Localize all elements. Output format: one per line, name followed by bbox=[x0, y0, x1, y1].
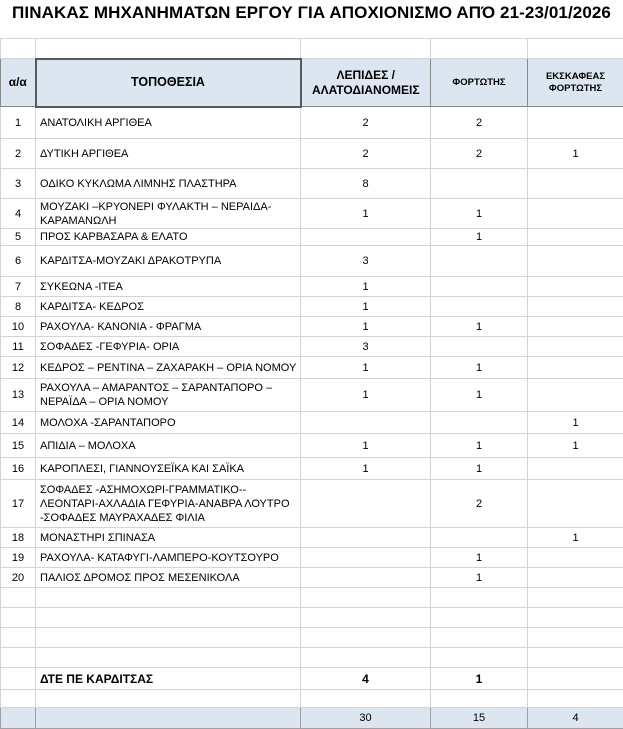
row-lepides: 1 bbox=[301, 317, 431, 337]
row-location: ΑΝΑΤΟΛΙΚΗ ΑΡΓΙΘΕΑ bbox=[36, 107, 301, 139]
table-row bbox=[1, 528, 623, 548]
row-lepides bbox=[301, 528, 431, 548]
table-row bbox=[1, 169, 623, 199]
row-location: ΡΑΧΟΥΛΑ- ΚΑΤΑΦΥΓΙ-ΛΑΜΠΕΡΟ-ΚΟΥΤΣΟΥΡΟ bbox=[36, 548, 301, 568]
row-ekskafeas bbox=[528, 297, 623, 317]
row-lepides: 1 bbox=[301, 379, 431, 412]
empty-cell bbox=[431, 628, 528, 648]
row-lepides: 1 bbox=[301, 434, 431, 458]
empty-cell bbox=[301, 628, 431, 648]
table-row bbox=[1, 548, 623, 568]
empty-cell bbox=[1, 588, 36, 608]
table-row bbox=[1, 246, 623, 277]
empty-cell bbox=[301, 608, 431, 628]
row-lepides: 1 bbox=[301, 357, 431, 379]
dte-label: ΔΤΕ ΠΕ ΚΑΡΔΙΤΣΑΣ bbox=[36, 668, 301, 690]
row-ekskafeas bbox=[528, 246, 623, 277]
row-location: ΠΡΟΣ ΚΑΡΒΑΣΑΡΑ & ΕΛΑΤΟ bbox=[36, 229, 301, 246]
spacer-row bbox=[1, 39, 623, 59]
row-location: ΑΠΙΔΙΑ – ΜΟΛΟΧΑ bbox=[36, 434, 301, 458]
row-number: 18 bbox=[1, 528, 36, 548]
table-row bbox=[1, 337, 623, 357]
row-number: 14 bbox=[1, 412, 36, 434]
row-lepides bbox=[301, 548, 431, 568]
row-fortotis bbox=[431, 337, 528, 357]
row-location: ΚΑΡΟΠΛΕΣΙ, ΓΙΑΝΝΟΥΣΕΪΚΑ ΚΑΙ ΣΑΪΚΑ bbox=[36, 458, 301, 480]
row-fortotis: 1 bbox=[431, 379, 528, 412]
row-ekskafeas bbox=[528, 548, 623, 568]
row-number: 1 bbox=[1, 107, 36, 139]
row-number: 7 bbox=[1, 277, 36, 297]
row-location: ΚΑΡΔΙΤΣΑ-ΜΟΥΖΑΚΙ ΔΡΑΚΟΤΡΥΠΑ bbox=[36, 246, 301, 277]
row-ekskafeas bbox=[528, 379, 623, 412]
row-number: 16 bbox=[1, 458, 36, 480]
row-location: ΡΑΧΟΥΛΑ – ΑΜΑΡΑΝΤΟΣ – ΣΑΡΑΝΤΑΠΟΡΟ – ΝΕΡΑΪΔΑ – ΟΡΙΑ ΝΟΜΟΥ bbox=[36, 379, 301, 412]
row-location: ΣΟΦΑΔΕΣ -ΓΕΦΥΡΙΑ- ΟΡΙΑ bbox=[36, 337, 301, 357]
empty-cell bbox=[1, 608, 36, 628]
empty-cell bbox=[528, 588, 623, 608]
row-lepides: 1 bbox=[301, 277, 431, 297]
empty-row bbox=[1, 628, 623, 648]
table-row bbox=[1, 297, 623, 317]
row-location: ΟΔΙΚΟ ΚΥΚΛΩΜΑ ΛΙΜΝΗΣ ΠΛΑΣΤΗΡΑ bbox=[36, 169, 301, 199]
row-fortotis bbox=[431, 246, 528, 277]
row-fortotis: 1 bbox=[431, 317, 528, 337]
header-lepides: ΛΕΠΙΔΕΣ /ΑΛΑΤΟΔΙΑΝΟΜΕΙΣ bbox=[301, 59, 431, 107]
total-fortotis: 15 bbox=[431, 708, 528, 729]
totals-row bbox=[1, 708, 623, 729]
row-fortotis: 1 bbox=[431, 568, 528, 588]
header-aa: α/α bbox=[1, 59, 36, 107]
row-number: 2 bbox=[1, 139, 36, 169]
table-row bbox=[1, 229, 623, 246]
row-fortotis: 1 bbox=[431, 357, 528, 379]
row-ekskafeas: 1 bbox=[528, 434, 623, 458]
table-row bbox=[1, 357, 623, 379]
empty-cell bbox=[431, 690, 528, 708]
row-number: 4 bbox=[1, 199, 36, 229]
dte-fortotis: 1 bbox=[431, 668, 528, 690]
row-fortotis: 2 bbox=[431, 139, 528, 169]
row-fortotis: 2 bbox=[431, 480, 528, 528]
row-fortotis bbox=[431, 297, 528, 317]
row-lepides: 1 bbox=[301, 199, 431, 229]
row-number: 5 bbox=[1, 229, 36, 246]
row-number: 3 bbox=[1, 169, 36, 199]
row-ekskafeas: 1 bbox=[528, 139, 623, 169]
table-row bbox=[1, 458, 623, 480]
table-row bbox=[1, 199, 623, 229]
row-lepides bbox=[301, 568, 431, 588]
header-location[interactable]: ΤΟΠΟΘΕΣΙΑ bbox=[36, 59, 301, 107]
empty-cell bbox=[301, 690, 431, 708]
empty-cell bbox=[36, 608, 301, 628]
table-row bbox=[1, 317, 623, 337]
row-lepides: 2 bbox=[301, 107, 431, 139]
empty-row bbox=[1, 608, 623, 628]
row-lepides: 3 bbox=[301, 337, 431, 357]
row-ekskafeas bbox=[528, 480, 623, 528]
row-fortotis bbox=[431, 169, 528, 199]
row-ekskafeas bbox=[528, 277, 623, 297]
table-row bbox=[1, 480, 623, 528]
total-ekskafeas: 4 bbox=[528, 708, 623, 729]
row-fortotis bbox=[431, 528, 528, 548]
dte-lepides: 4 bbox=[301, 668, 431, 690]
row-ekskafeas bbox=[528, 337, 623, 357]
row-lepides: 1 bbox=[301, 458, 431, 480]
row-fortotis: 1 bbox=[431, 199, 528, 229]
row-location: ΣΥΚΕΩΝΑ -ΙΤΕΑ bbox=[36, 277, 301, 297]
table-row bbox=[1, 379, 623, 412]
empty-row bbox=[1, 588, 623, 608]
row-ekskafeas: 1 bbox=[528, 412, 623, 434]
table-row bbox=[1, 139, 623, 169]
empty-cell bbox=[36, 588, 301, 608]
row-lepides bbox=[301, 412, 431, 434]
empty-row bbox=[1, 690, 623, 708]
row-location: ΔΥΤΙΚΗ ΑΡΓΙΘΕΑ bbox=[36, 139, 301, 169]
row-number: 17 bbox=[1, 480, 36, 528]
row-number: 20 bbox=[1, 568, 36, 588]
header-fortotis: ΦΟΡΤΩΤΗΣ bbox=[431, 59, 528, 107]
table-row bbox=[1, 412, 623, 434]
row-fortotis: 1 bbox=[431, 434, 528, 458]
table-row bbox=[1, 434, 623, 458]
row-lepides bbox=[301, 229, 431, 246]
row-location: ΜΟΛΟΧΑ -ΣΑΡΑΝΤΑΠΟΡΟ bbox=[36, 412, 301, 434]
empty-cell bbox=[1, 690, 36, 708]
page-title: ΠΙΝΑΚΑΣ ΜΗΧΑΝΗΜΑΤΩΝ ΕΡΓΟΥ ΓΙΑ ΑΠΟΧΙΟΝΙΣΜΟ ΑΠΌ 21-23/01/2026 bbox=[0, 0, 623, 36]
empty-cell bbox=[1, 648, 36, 668]
row-number: 12 bbox=[1, 357, 36, 379]
row-ekskafeas bbox=[528, 229, 623, 246]
empty-cell bbox=[431, 648, 528, 668]
row-fortotis: 1 bbox=[431, 548, 528, 568]
empty-row bbox=[1, 648, 623, 668]
row-location: ΜΟΥΖΑΚΙ –ΚΡΥΟΝΕΡΙ ΦΥΛΑΚΤΗ – ΝΕΡΑΙΔΑ-ΚΑΡΑΜΑΝΩΛΗ bbox=[36, 199, 301, 229]
empty-cell bbox=[431, 608, 528, 628]
row-location: ΠΑΛΙΟΣ ΔΡΟΜΟΣ ΠΡΟΣ ΜΕΣΕΝΙΚΟΛΑ bbox=[36, 568, 301, 588]
row-ekskafeas: 1 bbox=[528, 528, 623, 548]
header-ekskafeas: ΕΚΣΚΑΦΕΑΣ ΦΟΡΤΩΤΗΣ bbox=[528, 59, 623, 107]
row-lepides: 8 bbox=[301, 169, 431, 199]
row-lepides: 3 bbox=[301, 246, 431, 277]
row-ekskafeas bbox=[528, 317, 623, 337]
row-location: ΣΟΦΑΔΕΣ -ΑΣΗΜΟΧΩΡΙ-ΓΡΑΜΜΑΤΙΚΟ--ΛΕΟΝΤΑΡΙ-ΑΧΛΑΔΙΑ ΓΕΦΥΡΙΑ-ΑΝΑΒΡΑ ΛΟΥΤΡΟ -ΣΟΦΑΔΕΣ ΜΑΥΡΑΧΑΔΕΣ ΦΙΛΙΑ bbox=[36, 480, 301, 528]
table-row bbox=[1, 107, 623, 139]
row-location: ΚΕΔΡΟΣ – ΡΕΝΤΙΝΑ – ΖΑΧΑΡΑΚΗ – ΟΡΙΑ ΝΟΜΟΥ bbox=[36, 357, 301, 379]
header-row bbox=[1, 59, 623, 107]
row-number: 13 bbox=[1, 379, 36, 412]
row-lepides: 2 bbox=[301, 139, 431, 169]
row-ekskafeas bbox=[528, 169, 623, 199]
row-fortotis bbox=[431, 277, 528, 297]
empty-cell bbox=[36, 628, 301, 648]
row-number: 11 bbox=[1, 337, 36, 357]
row-number: 15 bbox=[1, 434, 36, 458]
row-number: 6 bbox=[1, 246, 36, 277]
empty-cell bbox=[528, 608, 623, 628]
row-fortotis: 2 bbox=[431, 107, 528, 139]
row-fortotis: 1 bbox=[431, 229, 528, 246]
empty-cell bbox=[36, 690, 301, 708]
row-ekskafeas bbox=[528, 357, 623, 379]
row-ekskafeas bbox=[528, 107, 623, 139]
row-location: ΜΟΝΑΣΤΗΡΙ ΣΠΙΝΑΣΑ bbox=[36, 528, 301, 548]
empty-cell bbox=[301, 588, 431, 608]
row-number: 19 bbox=[1, 548, 36, 568]
empty-cell bbox=[36, 648, 301, 668]
totals-empty-location bbox=[36, 708, 301, 729]
row-ekskafeas bbox=[528, 458, 623, 480]
row-lepides: 1 bbox=[301, 297, 431, 317]
dte-ekskafeas bbox=[528, 668, 623, 690]
empty-cell bbox=[528, 648, 623, 668]
empty-cell bbox=[528, 628, 623, 648]
total-lepides: 30 bbox=[301, 708, 431, 729]
empty-cell bbox=[301, 648, 431, 668]
row-lepides bbox=[301, 480, 431, 528]
row-location: ΡΑΧΟΥΛΑ- ΚΑΝΟΝΙΑ - ΦΡΑΓΜΑ bbox=[36, 317, 301, 337]
row-ekskafeas bbox=[528, 568, 623, 588]
row-ekskafeas bbox=[528, 199, 623, 229]
row-fortotis: 1 bbox=[431, 458, 528, 480]
dte-empty-cell bbox=[1, 668, 36, 690]
totals-empty-aa bbox=[1, 708, 36, 729]
empty-cell bbox=[528, 690, 623, 708]
empty-cell bbox=[1, 628, 36, 648]
table-row bbox=[1, 277, 623, 297]
row-number: 10 bbox=[1, 317, 36, 337]
dte-row bbox=[1, 668, 623, 690]
row-location: ΚΑΡΔΙΤΣΑ- ΚΕΔΡΟΣ bbox=[36, 297, 301, 317]
table-row bbox=[1, 568, 623, 588]
empty-cell bbox=[431, 588, 528, 608]
row-fortotis bbox=[431, 412, 528, 434]
machinery-table bbox=[0, 38, 623, 729]
row-number: 8 bbox=[1, 297, 36, 317]
